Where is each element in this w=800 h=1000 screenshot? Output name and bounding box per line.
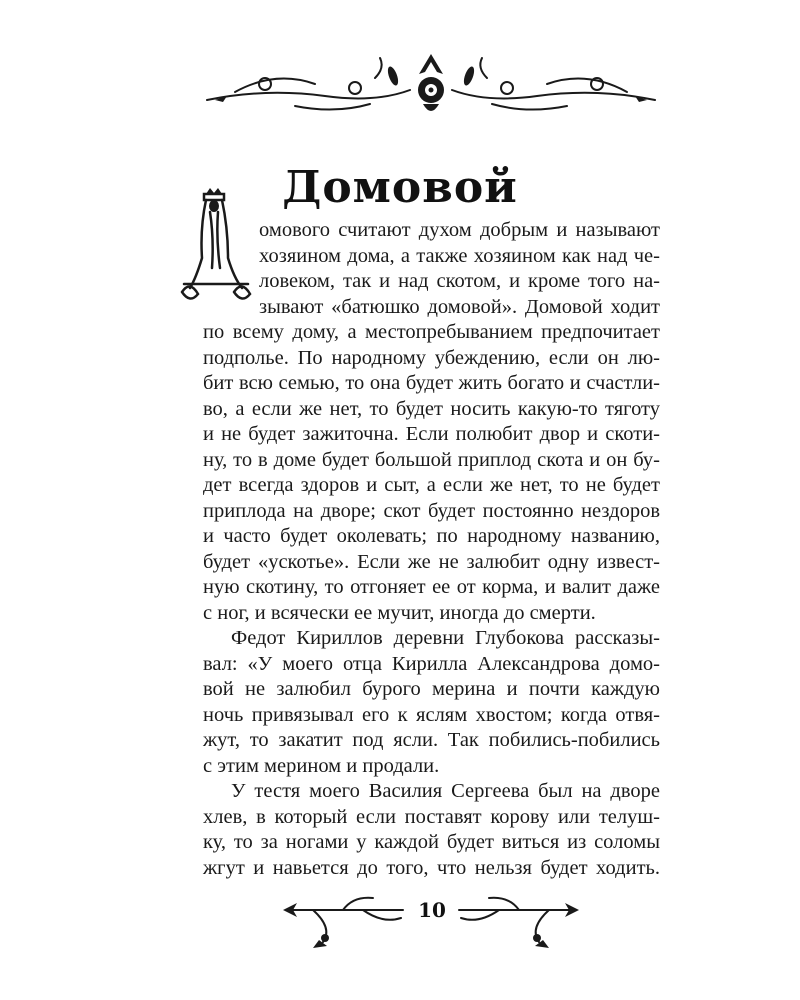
text-line: ну, то в доме будет большой приплод скота и он бу- [203, 448, 660, 471]
text-line: жгут и навьется до того, что нельзя будет ходить. [203, 856, 660, 879]
text-line: Федот Кириллов деревни Глубокова рассказы- [231, 627, 660, 649]
text-line: с этим мерином и продали. [203, 754, 440, 777]
text-line: ку, то за ногами у каждой будет виться из соломы [203, 831, 660, 853]
text-line: и часто будет околевать; по народному названию, [203, 525, 660, 547]
text-line: приплода на дворе; скот будет постоянно нездоров [203, 499, 660, 522]
text-line: омового считают духом добрым и называют [259, 219, 660, 241]
body-text [203, 218, 660, 881]
text-line: дет всегда здоров и сыт, а если же нет, то не будет [203, 474, 660, 496]
text-line: вал: «У моего отца Кирилла Александрова домо- [203, 652, 660, 675]
text-line: хлев, в который если поставят корову или телуш- [203, 805, 660, 828]
text-line: во, а если же нет, то будет носить какую-то тяготу [203, 397, 660, 420]
text-line: хозяином дома, а также хозяином как над че- [259, 244, 660, 267]
text-line: вой не залюбил бурого мерина и почти каждую [203, 678, 660, 700]
text-line: с ног, и всячески ее мучит, иногда до смерти. [203, 601, 596, 624]
text-line: У тестя моего Василия Сергеева был на дворе [231, 780, 660, 802]
text-line: по всему дому, а местопребыванием предпочитает [203, 321, 660, 343]
top-thistle-ornament [205, 48, 657, 120]
text-line: ную скотину, то отгоняет ее от корма, и валит даже [203, 576, 660, 598]
text-line: зывают «батюшко домовой». Домовой ходит [259, 295, 660, 318]
text-line: будет «ускотье». Если же не залюбит одну извест- [203, 550, 660, 573]
text-line: ловеком, так и над скотом, и кроме того на- [259, 270, 660, 292]
text-line: бит всю семью, то она будет жить богато и счастли- [203, 372, 660, 394]
text-line: и не будет зажиточна. Если полюбит двор и скоти- [203, 423, 660, 445]
text-line: ночь привязывал его к яслям хвостом; когда отвя- [203, 703, 660, 726]
page-number: 10 [410, 898, 454, 922]
text-line: подполье. По народному убеждению, если он лю- [203, 346, 660, 369]
text-line: жут, то закатит под ясли. Так побились-побились [203, 729, 660, 751]
chapter-title: Домовой [282, 162, 518, 213]
